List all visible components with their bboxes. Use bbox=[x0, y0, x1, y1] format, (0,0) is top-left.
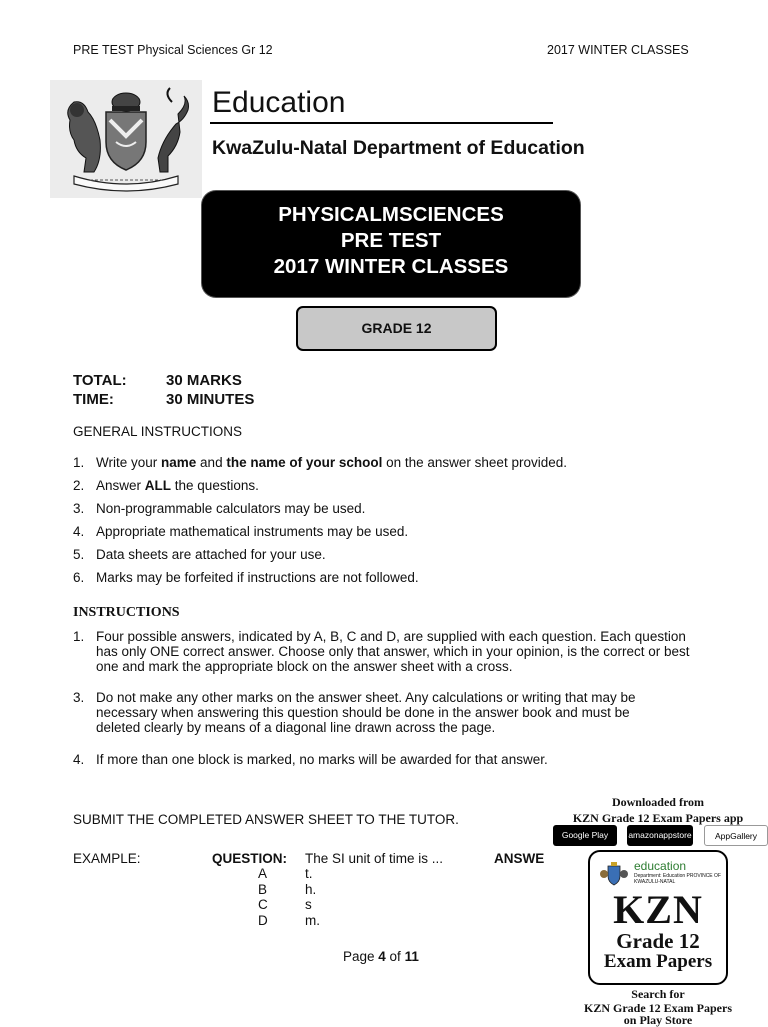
option-letter: B bbox=[258, 882, 268, 897]
ad-grade-title: Grade 12 bbox=[616, 929, 700, 953]
ad-search-for: Search for bbox=[631, 987, 685, 1001]
exam-session: 2017 WINTER CLASSES bbox=[273, 255, 509, 278]
instructions-heading: INSTRUCTIONS bbox=[73, 605, 180, 620]
ad-downloaded-from: Downloaded from bbox=[611, 795, 705, 809]
exam-title-box bbox=[202, 191, 580, 297]
amazon-appstore-badge[interactable]: amazonappstore bbox=[627, 825, 693, 846]
option-value: m. bbox=[305, 913, 320, 928]
general-instruction-item: 3. Non-programmable calculators may be used. bbox=[73, 501, 366, 516]
grade-badge: GRADE 12 bbox=[296, 306, 497, 351]
ad-kzn-title: KZN bbox=[613, 887, 703, 932]
exam-subject: PHYSICALMSCIENCES bbox=[278, 203, 504, 226]
page-number: Page 4 of 11 bbox=[343, 949, 419, 964]
general-instructions-heading: GENERAL INSTRUCTIONS bbox=[73, 424, 243, 439]
ad-app-name: KZN Grade 12 Exam Papers app bbox=[572, 811, 744, 825]
option-letter: C bbox=[258, 897, 268, 912]
app-gallery-badge[interactable]: AppGallery bbox=[704, 825, 768, 846]
question-label: QUESTION: bbox=[212, 851, 288, 866]
google-play-badge[interactable]: Google Play bbox=[553, 825, 617, 846]
ad-exam-papers-title: Exam Papers bbox=[603, 951, 713, 972]
general-instruction-item: 4. Appropriate mathematical instruments may be used. bbox=[73, 524, 409, 539]
option-letter: A bbox=[258, 866, 268, 881]
general-instruction-item: 1. Write your name and the name of your school on the answer sheet provided. bbox=[73, 455, 567, 470]
general-instruction-item: 2. Answer ALL the questions. bbox=[73, 478, 259, 493]
option-value: t. bbox=[305, 866, 313, 881]
answer-label: ANSWE bbox=[494, 851, 545, 866]
ad-department-label: Department: Education PROVINCE OF KWAZULU-NATAL bbox=[634, 873, 721, 885]
time-value: 30 MINUTES bbox=[166, 391, 255, 408]
option-value: h. bbox=[305, 882, 317, 897]
letterhead-title: Education bbox=[212, 86, 346, 119]
time-label: TIME: bbox=[73, 391, 114, 408]
app-advertisement[interactable] bbox=[548, 793, 768, 1027]
submit-note: SUBMIT THE COMPLETED ANSWER SHEET TO THE TUTOR. bbox=[73, 812, 459, 827]
exam-type: PRE TEST bbox=[340, 229, 442, 252]
header-left: PRE TEST Physical Sciences Gr 12 bbox=[73, 43, 273, 57]
total-label: TOTAL: bbox=[73, 372, 127, 389]
small-crest-icon bbox=[598, 860, 630, 888]
instruction-paragraph: 1. Four possible answers, indicated by A, B, C and D, are supplied with each question. Each question has only ONE correct answer. Choose only that answer, which in your opinion, is the correct or best one and mark the appropriate block on the answer sheet with a cross. bbox=[73, 629, 690, 674]
ad-search-term: KZN Grade 12 Exam Papers bbox=[584, 1001, 732, 1015]
question-text: The SI unit of time is ... bbox=[305, 851, 444, 866]
instruction-paragraph: 4. If more than one block is marked, no marks will be awarded for that answer. bbox=[73, 752, 548, 767]
coat-of-arms-logo bbox=[50, 80, 202, 198]
ad-card bbox=[588, 850, 728, 985]
general-instruction-item: 6. Marks may be forfeited if instructions are not followed. bbox=[73, 570, 419, 585]
option-letter: D bbox=[258, 913, 268, 928]
ad-education-label: education bbox=[634, 859, 687, 873]
letterhead-rule bbox=[210, 122, 553, 124]
header-right: 2017 WINTER CLASSES bbox=[547, 43, 689, 57]
ad-on-play-store: on Play Store bbox=[623, 1013, 693, 1027]
general-instruction-item: 5. Data sheets are attached for your use. bbox=[73, 547, 326, 562]
example-label: EXAMPLE: bbox=[73, 851, 141, 866]
instruction-paragraph: 3. Do not make any other marks on the answer sheet. Any calculations or writing that may be necessary when answering this question should be done in the answer book and must be deleted clearly by means of a diagonal line drawn across the page. bbox=[73, 690, 636, 735]
total-value: 30 MARKS bbox=[166, 372, 242, 389]
department-name: KwaZulu-Natal Department of Education bbox=[212, 137, 585, 159]
option-value: s bbox=[305, 897, 312, 912]
